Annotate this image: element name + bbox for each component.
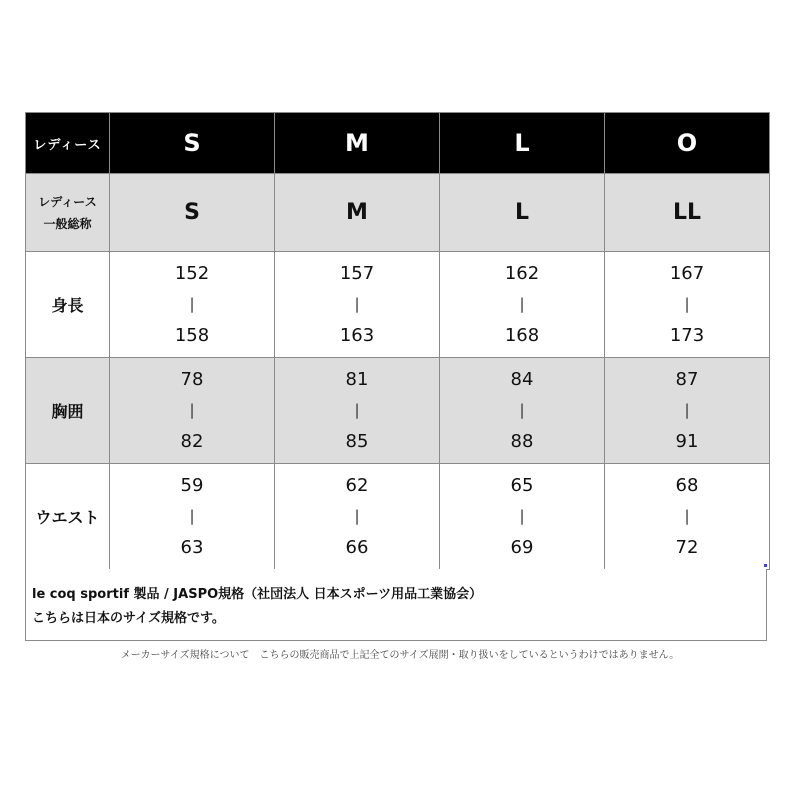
measure-cell: [110, 464, 275, 570]
measure-cell: [275, 464, 440, 570]
range-max: 85: [345, 431, 369, 452]
range-min: 87: [675, 369, 699, 390]
range-min: 78: [180, 369, 204, 390]
general-size-l: L: [440, 174, 605, 252]
measure-cell: [605, 464, 770, 570]
range-separator: |: [354, 295, 360, 313]
header-row: [26, 113, 770, 174]
range-max: 66: [345, 537, 369, 558]
size-chart-table: [25, 112, 770, 570]
range-min: 162: [504, 263, 540, 284]
range-min: 62: [345, 475, 369, 496]
spec-note-box: [25, 569, 767, 641]
measure-cell: [110, 358, 275, 464]
range-separator: |: [684, 295, 690, 313]
general-label: [26, 174, 110, 252]
measure-cell: [605, 252, 770, 358]
range-max: 63: [180, 537, 204, 558]
range-max: 173: [669, 325, 705, 346]
measure-cell: [440, 252, 605, 358]
footer-disclaimer: メーカーサイズ規格について こちらの販売商品で上記全てのサイズ展開・取り扱いをしているというわけではありません。: [120, 650, 680, 661]
row-label-height: 身長: [26, 252, 110, 358]
range-min: 65: [510, 475, 534, 496]
measure-cell: [605, 358, 770, 464]
header-size-l: L: [440, 113, 605, 174]
range-min: 152: [174, 263, 210, 284]
general-name-row: [26, 174, 770, 252]
row-label-chest: 胸囲: [26, 358, 110, 464]
range-separator: |: [684, 401, 690, 419]
measure-cell: [440, 358, 605, 464]
range-min: 84: [510, 369, 534, 390]
header-size-o: O: [605, 113, 770, 174]
range-separator: |: [189, 507, 195, 525]
row-label-waist: ウエスト: [26, 464, 110, 570]
general-label-line1: レディース: [38, 194, 97, 209]
header-size-s: S: [110, 113, 275, 174]
range-max: 163: [339, 325, 375, 346]
range-max: 168: [504, 325, 540, 346]
height-row: [26, 252, 770, 358]
spec-note-line1: le coq sportif 製品 / JASPO規格（社団法人 日本スポーツ用品工業協会）: [32, 587, 483, 602]
general-size-m: M: [275, 174, 440, 252]
range-min: 59: [180, 475, 204, 496]
chest-row: [26, 358, 770, 464]
range-min: 167: [669, 263, 705, 284]
general-size-ll: LL: [605, 174, 770, 252]
measure-cell: [110, 252, 275, 358]
measure-cell: [275, 252, 440, 358]
range-max: 69: [510, 537, 534, 558]
range-min: 68: [675, 475, 699, 496]
range-separator: |: [189, 401, 195, 419]
range-separator: |: [684, 507, 690, 525]
general-label-line2: 一般総称: [43, 216, 92, 231]
range-separator: |: [519, 507, 525, 525]
range-max: 88: [510, 431, 534, 452]
range-separator: |: [354, 401, 360, 419]
measure-cell: [275, 358, 440, 464]
range-separator: |: [519, 401, 525, 419]
general-size-s: S: [110, 174, 275, 252]
range-max: 72: [675, 537, 699, 558]
range-max: 82: [180, 431, 204, 452]
range-separator: |: [519, 295, 525, 313]
corner-marker: [764, 564, 767, 567]
range-separator: |: [189, 295, 195, 313]
header-size-m: M: [275, 113, 440, 174]
range-min: 157: [339, 263, 375, 284]
range-separator: |: [354, 507, 360, 525]
spec-note-line2: こちらは日本のサイズ規格です。: [32, 611, 225, 626]
range-max: 91: [675, 431, 699, 452]
waist-row: [26, 464, 770, 570]
measure-cell: [440, 464, 605, 570]
header-label: レディース: [26, 113, 110, 174]
range-min: 81: [345, 369, 369, 390]
range-max: 158: [174, 325, 210, 346]
